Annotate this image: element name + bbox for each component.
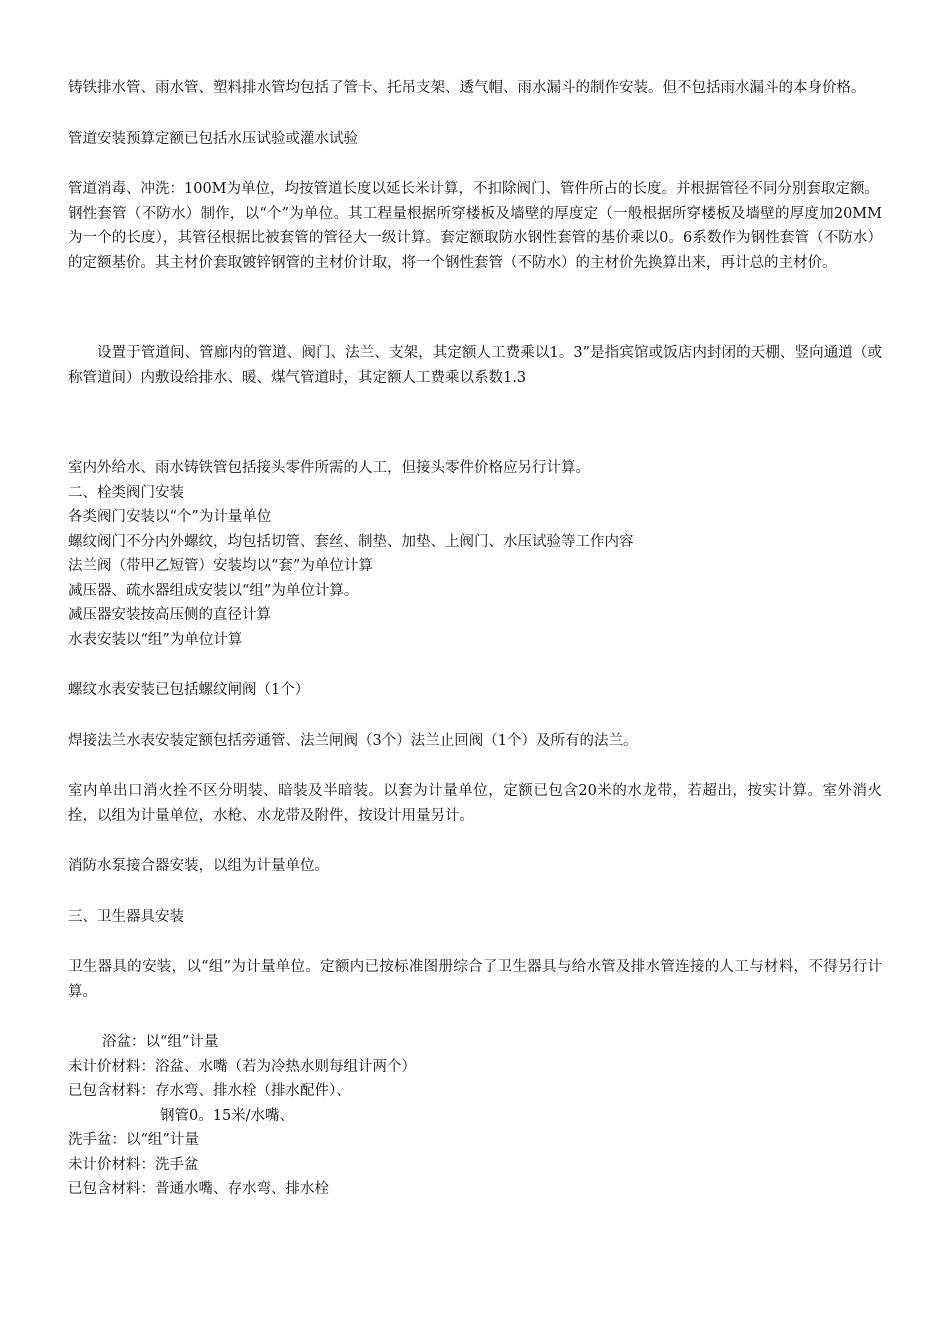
line-valve-unit: 各类阀门安装以“个”为计量单位	[68, 509, 272, 525]
line-washbasin-unpriced: 未计价材料：洗手盆	[68, 1156, 199, 1173]
line-threaded-valve: 螺纹阀门不分内外螺纹，均包括切管、套丝、制垫、加垫、上阀门、水压试验等工作内容	[68, 533, 634, 550]
line-pump-connector: 消防水泵接合器安装，以组为计量单位。	[68, 858, 329, 874]
section-heading-valves: 二、栓类阀门安装	[68, 484, 184, 501]
line-reducer-diameter: 减压器安装按高压侧的直径计算	[68, 607, 271, 623]
document-page	[68, 76, 882, 1202]
line-bathtub-unpriced: 未计价材料：浴盆、水嘴（若为冷热水则每组计两个）	[68, 1058, 416, 1075]
line-water-meter: 水表安装以“组”为单位计算	[68, 631, 243, 648]
line-flange-valve: 法兰阀（带甲乙短管）安装均以“套”为单位计算	[68, 558, 373, 574]
paragraph-disinfection: 管道消毒、冲洗：100M为单位，均按管道长度以延长米计算，不扣除阀门、管件所占的长度。并根据管径不同分别套取定额。	[68, 181, 880, 197]
line-pressure-reducer: 减压器、疏水器组成安装以“组”为单位计算。	[68, 582, 359, 599]
paragraph-fire-hydrant: 室内单出口消火拴不区分明装、暗装及半暗装。以套为计量单位，定额已包含20米的水龙带，若超出，按实计算。室外消火拴，以组为计量单位，水枪、水龙带及附件，按设计用量另计。	[68, 783, 882, 824]
section-heading-sanitary: 三、卫生器具安装	[68, 908, 184, 925]
paragraph-sanitary-unit: 卫生器具的安装，以“组”为计量单位。定额内已按标准图册综合了卫生器具与给水管及排水管连接的人工与材料，不得另行计算。	[68, 959, 882, 1000]
line-washbasin: 洗手盆：以“组”计量	[68, 1132, 199, 1148]
paragraph-cast-iron-pipes: 铸铁排水管、雨水管、塑料排水管均包括了管卡、托吊支架、透气帽、雨水漏斗的制作安装。但不包括雨水漏斗的本身价格。	[68, 80, 866, 96]
line-washbasin-included: 已包含材料：普通水嘴、存水弯、排水栓	[68, 1181, 329, 1197]
paragraph-pressure-test: 管道安装预算定额已包括水压试验或灌水试验	[68, 130, 358, 147]
line-bathtub: 浴盆：以“组”计量	[102, 1034, 219, 1050]
line-bathtub-included: 已包含材料：存水弯、排水栓（排水配件）、	[68, 1083, 351, 1099]
paragraph-steel-sleeve: 钢性套管（不防水）制作，以“个”为单位。其工程量根据所穿楼板及墙壁的厚度定（一般根据所穿楼板及墙壁的厚度加20MM为一个的长度），其管径根据比被套管的管径大一级计算。套定额取防水钢性套管的基价乘以0。6系数作为钢性套管（不防水）的定额基价。其主材价套取镀锌钢管的主材价计取，将一个钢性套管（不防水）的主材价先换算出来，再计总的主材价。	[68, 205, 882, 271]
line-welded-flange-meter: 焊接法兰水表安装定额包括旁通管、法兰闸阀（3个）法兰止回阀（1个）及所有的法兰。	[68, 732, 638, 749]
line-threaded-meter: 螺纹水表安装已包括螺纹闸阀（1个）	[68, 682, 310, 698]
paragraph-pipe-corridor: 设置于管道间、管廊内的管道、阀门、法兰、支架，其定额人工费乘以1。3”是指宾馆或饭店内封闭的天棚、竖向通道（或称管道间）内敷设给排水、暖、煤气管道时，其定额人工费乘以系数1.3	[68, 345, 882, 386]
paragraph-indoor-outdoor: 室内外给水、雨水铸铁管包括接头零件所需的人工，但接头零件价格应另行计算。	[68, 460, 590, 476]
line-bathtub-steel-pipe: 钢管0。15米/水嘴、	[160, 1107, 295, 1124]
